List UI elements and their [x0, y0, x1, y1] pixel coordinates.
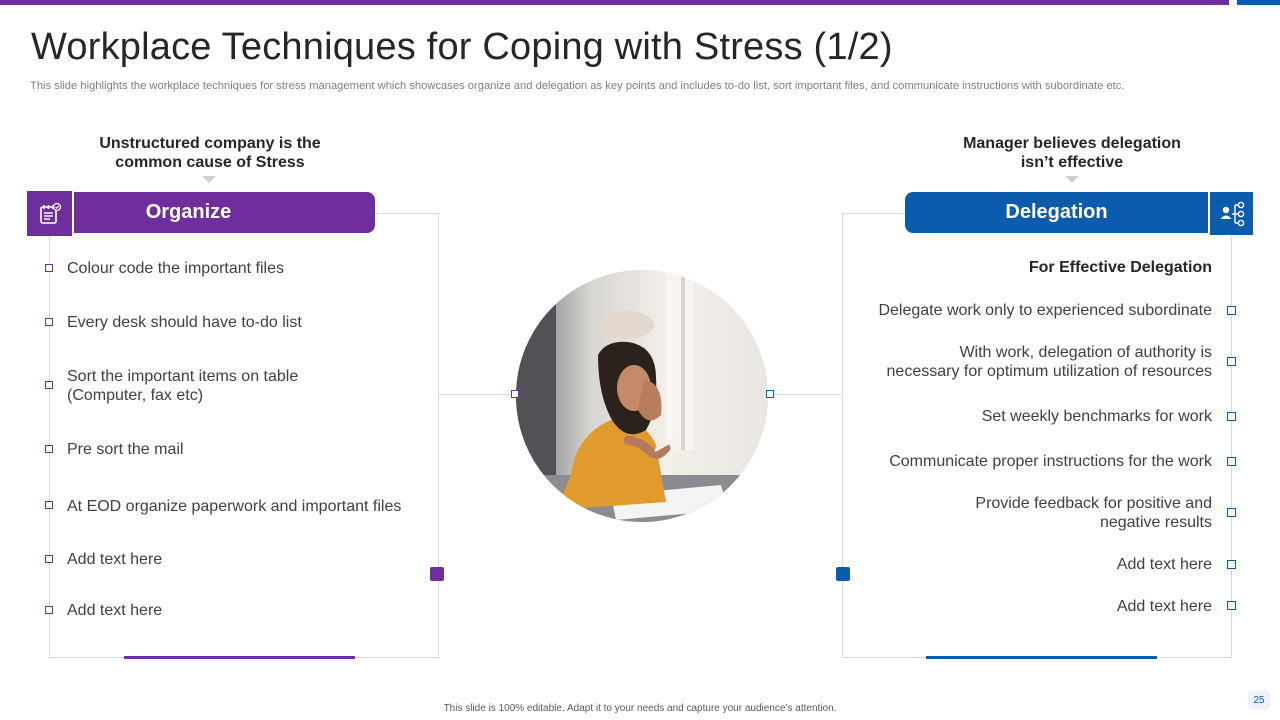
purple-accent-square — [430, 567, 444, 581]
right-box-border-top — [842, 213, 905, 214]
organize-item-1: Colour code the important files — [67, 260, 284, 277]
delegation-item-3: Set weekly benchmarks for work — [981, 408, 1212, 425]
organize-label: Organize — [74, 192, 375, 233]
chevron-down-icon — [202, 176, 216, 183]
list-bullet-square — [45, 318, 53, 326]
list-bullet-square — [45, 381, 53, 389]
delegation-item-5-line-1: Provide feedback for positive and — [975, 495, 1212, 512]
list-bullet-square — [45, 445, 53, 453]
blue-bottom-accent — [926, 656, 1157, 659]
list-bullet-square — [1227, 560, 1236, 569]
delegation-item-1: Delegate work only to experienced subordinate — [878, 302, 1212, 319]
delegation-item-2-line-2: necessary for optimum utilization of resources — [886, 363, 1212, 380]
organize-item-3 — [67, 367, 298, 405]
top-accent-bar-blue — [1237, 0, 1280, 5]
slide-subtitle: This slide highlights the workplace techniques for stress management which showcases organize and delegation as key points and includes to-do list, sort important files, and communicate instructions with subordinate etc. — [30, 80, 1125, 92]
organize-item-3-line-2: (Computer, fax etc) — [67, 387, 204, 404]
page-number: 25 — [1248, 690, 1270, 710]
left-box-border-right — [438, 213, 439, 657]
organize-item-5: At EOD organize paperwork and important files — [67, 498, 402, 515]
right-connector-line — [771, 394, 843, 395]
organize-item-6: Add text here — [67, 551, 163, 568]
list-bullet-square — [1227, 508, 1236, 517]
connector-node — [511, 390, 519, 398]
stressed-woman-photo — [516, 270, 768, 522]
delegation-item-2-line-1: With work, delegation of authority is — [959, 344, 1212, 361]
list-bullet-square — [1227, 306, 1236, 315]
purple-bottom-accent — [124, 656, 355, 659]
delegation-item-5 — [975, 494, 1212, 532]
organize-item-2: Every desk should have to-do list — [67, 314, 302, 331]
list-bullet-square — [1227, 412, 1236, 421]
list-bullet-square — [45, 555, 53, 563]
top-accent-bar-purple — [0, 0, 1229, 5]
delegation-item-7: Add text here — [1116, 598, 1212, 615]
delegation-label: Delegation — [905, 192, 1208, 233]
left-connector-line — [438, 394, 514, 395]
delegation-item-5-line-2: negative results — [1099, 514, 1212, 531]
right-box-border-right — [1231, 233, 1232, 657]
left-box-border-top — [375, 213, 438, 214]
left-heading-line-1: Unstructured company is the — [99, 135, 321, 152]
blue-accent-square — [836, 567, 850, 581]
right-heading-line-1: Manager believes delegation — [963, 135, 1181, 152]
list-bullet-square — [1227, 457, 1236, 466]
list-bullet-square — [45, 501, 53, 509]
list-bullet-square — [45, 264, 53, 272]
left-heading — [70, 134, 350, 172]
delegation-item-4: Communicate proper instructions for the work — [889, 453, 1212, 470]
organize-item-7: Add text here — [67, 602, 163, 619]
right-heading — [932, 134, 1212, 172]
slide-title: Workplace Techniques for Coping with Stress (1/2) — [31, 26, 893, 68]
right-heading-line-2: isn’t effective — [1020, 154, 1124, 171]
organize-item-4: Pre sort the mail — [67, 441, 184, 458]
list-bullet-square — [1227, 601, 1236, 610]
delegation-list-title: For Effective Delegation — [1028, 259, 1212, 276]
footer-note: This slide is 100% editable. Adapt it to your needs and capture your audience’s attention. — [443, 703, 837, 714]
calendar-checklist-icon — [27, 191, 72, 236]
delegation-item-2 — [887, 343, 1212, 381]
connector-node — [766, 390, 774, 398]
team-delegation-icon — [1209, 191, 1254, 236]
left-heading-line-2: common cause of Stress — [115, 154, 305, 171]
list-bullet-square — [45, 606, 53, 614]
organize-item-3-line-1: Sort the important items on table — [67, 368, 299, 385]
list-bullet-square — [1227, 357, 1236, 366]
right-box-border-left — [842, 213, 843, 657]
delegation-item-6: Add text here — [1116, 556, 1212, 573]
chevron-down-icon — [1065, 176, 1079, 183]
